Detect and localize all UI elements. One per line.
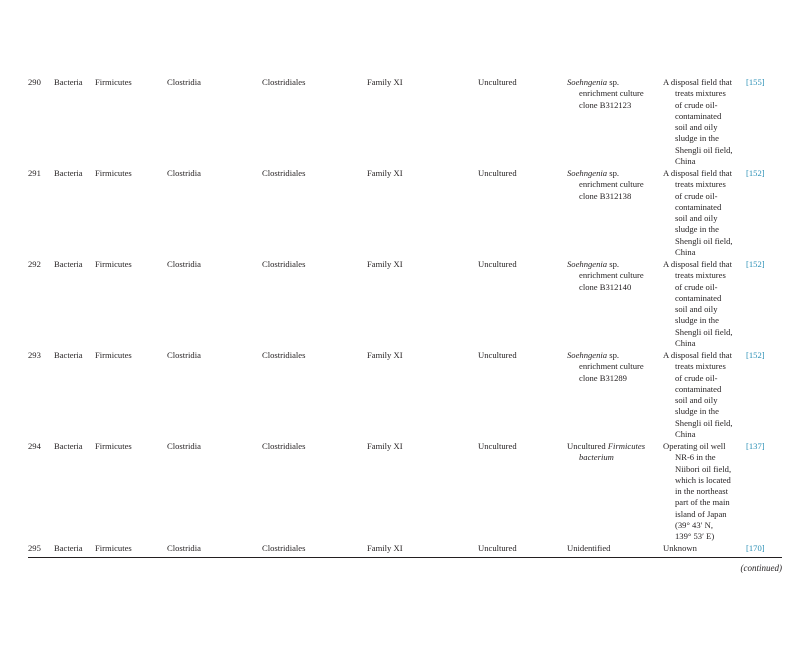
- row-number: 291: [28, 168, 41, 178]
- source-line: contaminated: [675, 383, 722, 394]
- genus-cell: Uncultured: [478, 441, 517, 451]
- source-line: of crude oil-: [675, 99, 718, 110]
- organism-line: enrichment culture: [579, 179, 644, 190]
- organism-cell: [567, 77, 657, 111]
- domain-cell: Bacteria: [54, 259, 83, 269]
- reference-link[interactable]: [152]: [746, 259, 765, 269]
- source-cell: [663, 350, 741, 440]
- phylum-cell: Firmicutes: [95, 168, 132, 178]
- source-line: Shengli oil field,: [675, 417, 733, 428]
- source-line: sludge in the: [675, 133, 719, 144]
- organism-line: clone B312140: [579, 281, 632, 292]
- source-line: China: [675, 338, 696, 349]
- source-line: treats mixtures: [675, 270, 726, 281]
- organism-suffix: sp.: [607, 168, 620, 178]
- table-bottom-rule: [28, 557, 782, 558]
- source-line: contaminated: [675, 292, 722, 303]
- order-cell: Clostridiales: [262, 259, 306, 269]
- source-line: part of the main: [675, 497, 730, 508]
- phylum-cell: Firmicutes: [95, 77, 132, 87]
- class-cell: Clostridia: [167, 543, 201, 553]
- family-cell: Family XI: [367, 543, 403, 553]
- source-line: of crude oil-: [675, 190, 718, 201]
- source-cell: Unknown: [663, 543, 697, 553]
- source-cell: [663, 168, 741, 258]
- family-cell: Family XI: [367, 259, 403, 269]
- source-line: Niibori oil field,: [675, 463, 732, 474]
- family-cell: Family XI: [367, 77, 403, 87]
- class-cell: Clostridia: [167, 77, 201, 87]
- row-number: 293: [28, 350, 41, 360]
- source-line: China: [675, 247, 696, 258]
- source-cell: [663, 77, 741, 167]
- source-line: Shengli oil field,: [675, 235, 733, 246]
- order-cell: Clostridiales: [262, 441, 306, 451]
- source-line: contaminated: [675, 201, 722, 212]
- organism-genus-italic: Soehngenia: [567, 350, 608, 360]
- source-line: which is located: [675, 474, 731, 485]
- genus-cell: Uncultured: [478, 350, 517, 360]
- source-line: soil and oily: [675, 395, 718, 406]
- source-line: treats mixtures: [675, 361, 726, 372]
- organism-suffix: sp.: [607, 350, 620, 360]
- row-number: 295: [28, 543, 41, 553]
- organism-line: enrichment culture: [579, 361, 644, 372]
- reference-link[interactable]: [170]: [746, 543, 765, 553]
- source-line: soil and oily: [675, 122, 718, 133]
- genus-cell: Uncultured: [478, 168, 517, 178]
- source-line: treats mixtures: [675, 179, 726, 190]
- source-line: 139° 53′ E): [675, 531, 715, 542]
- family-cell: Family XI: [367, 168, 403, 178]
- source-line: soil and oily: [675, 304, 718, 315]
- organism-suffix: sp.: [607, 259, 620, 269]
- continued-note: (continued): [740, 563, 782, 573]
- phylum-cell: Firmicutes: [95, 441, 132, 451]
- source-line: A disposal field that: [663, 259, 732, 269]
- organism-line: enrichment culture: [579, 270, 644, 281]
- class-cell: Clostridia: [167, 259, 201, 269]
- source-line: of crude oil-: [675, 372, 718, 383]
- order-cell: Clostridiales: [262, 350, 306, 360]
- source-line: A disposal field that: [663, 77, 732, 87]
- organism-line: clone B312138: [579, 190, 632, 201]
- organism-line-italic: bacterium: [579, 452, 614, 463]
- genus-cell: Uncultured: [478, 543, 517, 553]
- source-line: sludge in the: [675, 406, 719, 417]
- domain-cell: Bacteria: [54, 168, 83, 178]
- source-line: in the northeast: [675, 486, 728, 497]
- reference-link[interactable]: [155]: [746, 77, 765, 87]
- class-cell: Clostridia: [167, 350, 201, 360]
- phylum-cell: Firmicutes: [95, 350, 132, 360]
- class-cell: Clostridia: [167, 441, 201, 451]
- source-line: of crude oil-: [675, 281, 718, 292]
- row-number: 290: [28, 77, 41, 87]
- domain-cell: Bacteria: [54, 543, 83, 553]
- domain-cell: Bacteria: [54, 350, 83, 360]
- source-line: Operating oil well: [663, 441, 726, 451]
- reference-link[interactable]: [152]: [746, 168, 765, 178]
- source-line: NR-6 in the: [675, 452, 716, 463]
- organism-line: enrichment culture: [579, 88, 644, 99]
- source-line: sludge in the: [675, 224, 719, 235]
- organism-suffix: sp.: [607, 77, 620, 87]
- genus-cell: Uncultured: [478, 77, 517, 87]
- order-cell: Clostridiales: [262, 543, 306, 553]
- source-line: contaminated: [675, 110, 722, 121]
- source-line: China: [675, 156, 696, 167]
- source-cell: [663, 259, 741, 349]
- source-line: China: [675, 429, 696, 440]
- phylum-cell: Firmicutes: [95, 259, 132, 269]
- reference-link[interactable]: [152]: [746, 350, 765, 360]
- domain-cell: Bacteria: [54, 77, 83, 87]
- source-cell: [663, 441, 741, 543]
- family-cell: Family XI: [367, 350, 403, 360]
- organism-cell: Unidentified: [567, 543, 611, 553]
- source-line: A disposal field that: [663, 350, 732, 360]
- organism-line: clone B312123: [579, 99, 632, 110]
- row-number: 294: [28, 441, 41, 451]
- organism-cell: [567, 350, 657, 384]
- organism-line: clone B31289: [579, 372, 627, 383]
- order-cell: Clostridiales: [262, 168, 306, 178]
- class-cell: Clostridia: [167, 168, 201, 178]
- phylum-cell: Firmicutes: [95, 543, 132, 553]
- organism-cell: [567, 259, 657, 293]
- row-number: 292: [28, 259, 41, 269]
- domain-cell: Bacteria: [54, 441, 83, 451]
- organism-cell: [567, 441, 657, 464]
- source-line: A disposal field that: [663, 168, 732, 178]
- organism-phylum-italic: Firmicutes: [607, 441, 646, 451]
- source-line: treats mixtures: [675, 88, 726, 99]
- source-line: Shengli oil field,: [675, 144, 733, 155]
- source-line: sludge in the: [675, 315, 719, 326]
- organism-genus-italic: Soehngenia: [567, 259, 608, 269]
- organism-prefix: Uncultured: [567, 441, 608, 451]
- order-cell: Clostridiales: [262, 77, 306, 87]
- organism-genus-italic: Soehngenia: [567, 77, 608, 87]
- source-line: island of Japan: [675, 508, 727, 519]
- organism-cell: [567, 168, 657, 202]
- genus-cell: Uncultured: [478, 259, 517, 269]
- source-line: soil and oily: [675, 213, 718, 224]
- source-line: Shengli oil field,: [675, 326, 733, 337]
- reference-link[interactable]: [137]: [746, 441, 765, 451]
- source-line: (39° 43′ N,: [675, 520, 714, 531]
- organism-genus-italic: Soehngenia: [567, 168, 608, 178]
- family-cell: Family XI: [367, 441, 403, 451]
